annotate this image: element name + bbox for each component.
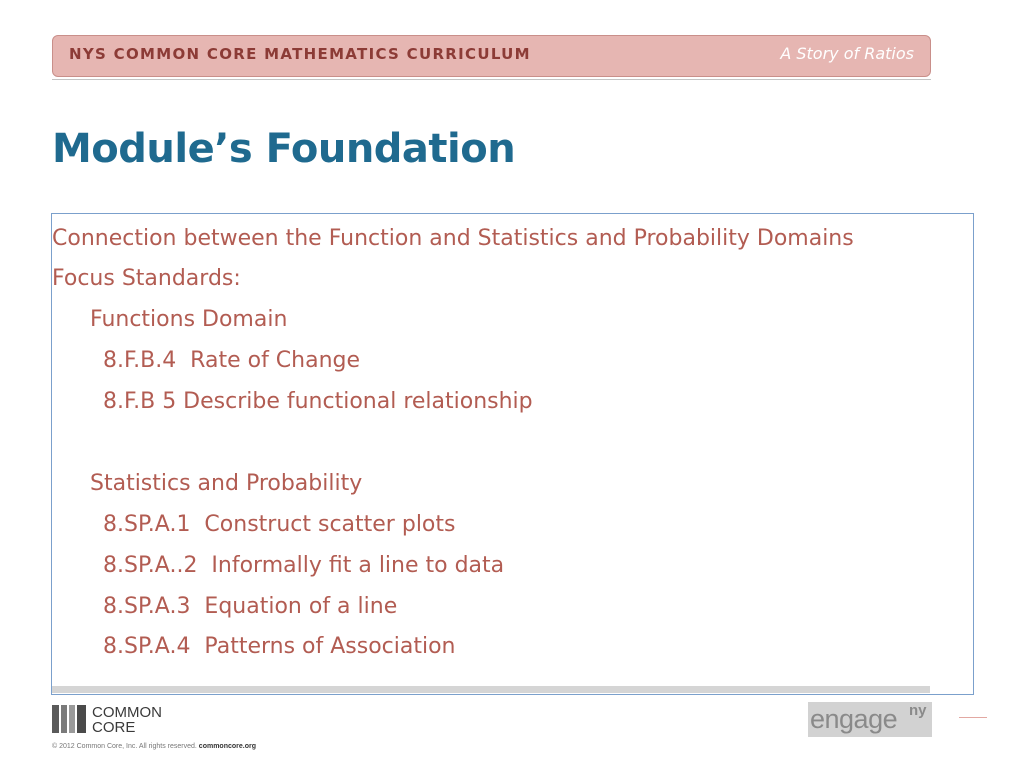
content-line-standard-8spa2: 8.SP.A..2 Informally fit a line to data	[103, 553, 505, 578]
engage-ny-logo	[808, 702, 932, 737]
content-line-functions-domain: Functions Domain	[90, 307, 288, 332]
header-divider	[52, 79, 931, 80]
header-subtitle: A Story of Ratios	[780, 44, 914, 63]
engage-logo-superscript: ny	[909, 702, 927, 719]
engage-logo-text: engage	[810, 704, 898, 734]
content-line-standard-8fb4: 8.F.B.4 Rate of Change	[103, 348, 361, 373]
copyright-notice	[52, 743, 256, 750]
common-core-logo-line2: CORE	[92, 719, 136, 736]
header-title: NYS COMMON CORE MATHEMATICS CURRICULUM	[69, 45, 531, 63]
content-line-standard-8spa1: 8.SP.A.1 Construct scatter plots	[103, 512, 456, 537]
content-line-statistics-domain: Statistics and Probability	[90, 471, 363, 496]
copyright-text: © 2012 Common Core, Inc. All rights reserved.	[52, 743, 197, 750]
content-line-focus-standards: Focus Standards:	[52, 266, 241, 291]
common-core-logo-line1: COMMON	[92, 704, 162, 721]
content-line-standard-8fb5: 8.F.B 5 Describe functional relationship	[103, 389, 533, 414]
decorative-rule	[959, 717, 987, 718]
copyright-link[interactable]: commoncore.org	[198, 743, 256, 750]
page-title: Module’s Foundation	[52, 126, 516, 172]
content-line-standard-8spa4: 8.SP.A.4 Patterns of Association	[103, 634, 456, 659]
content-line-standard-8spa3: 8.SP.A.3 Equation of a line	[103, 594, 398, 619]
common-core-logo	[52, 705, 182, 735]
content-line-connection: Connection between the Function and Statistics and Probability Domains	[52, 226, 854, 251]
content-bottom-strip	[52, 686, 930, 693]
header-bar	[52, 35, 931, 77]
